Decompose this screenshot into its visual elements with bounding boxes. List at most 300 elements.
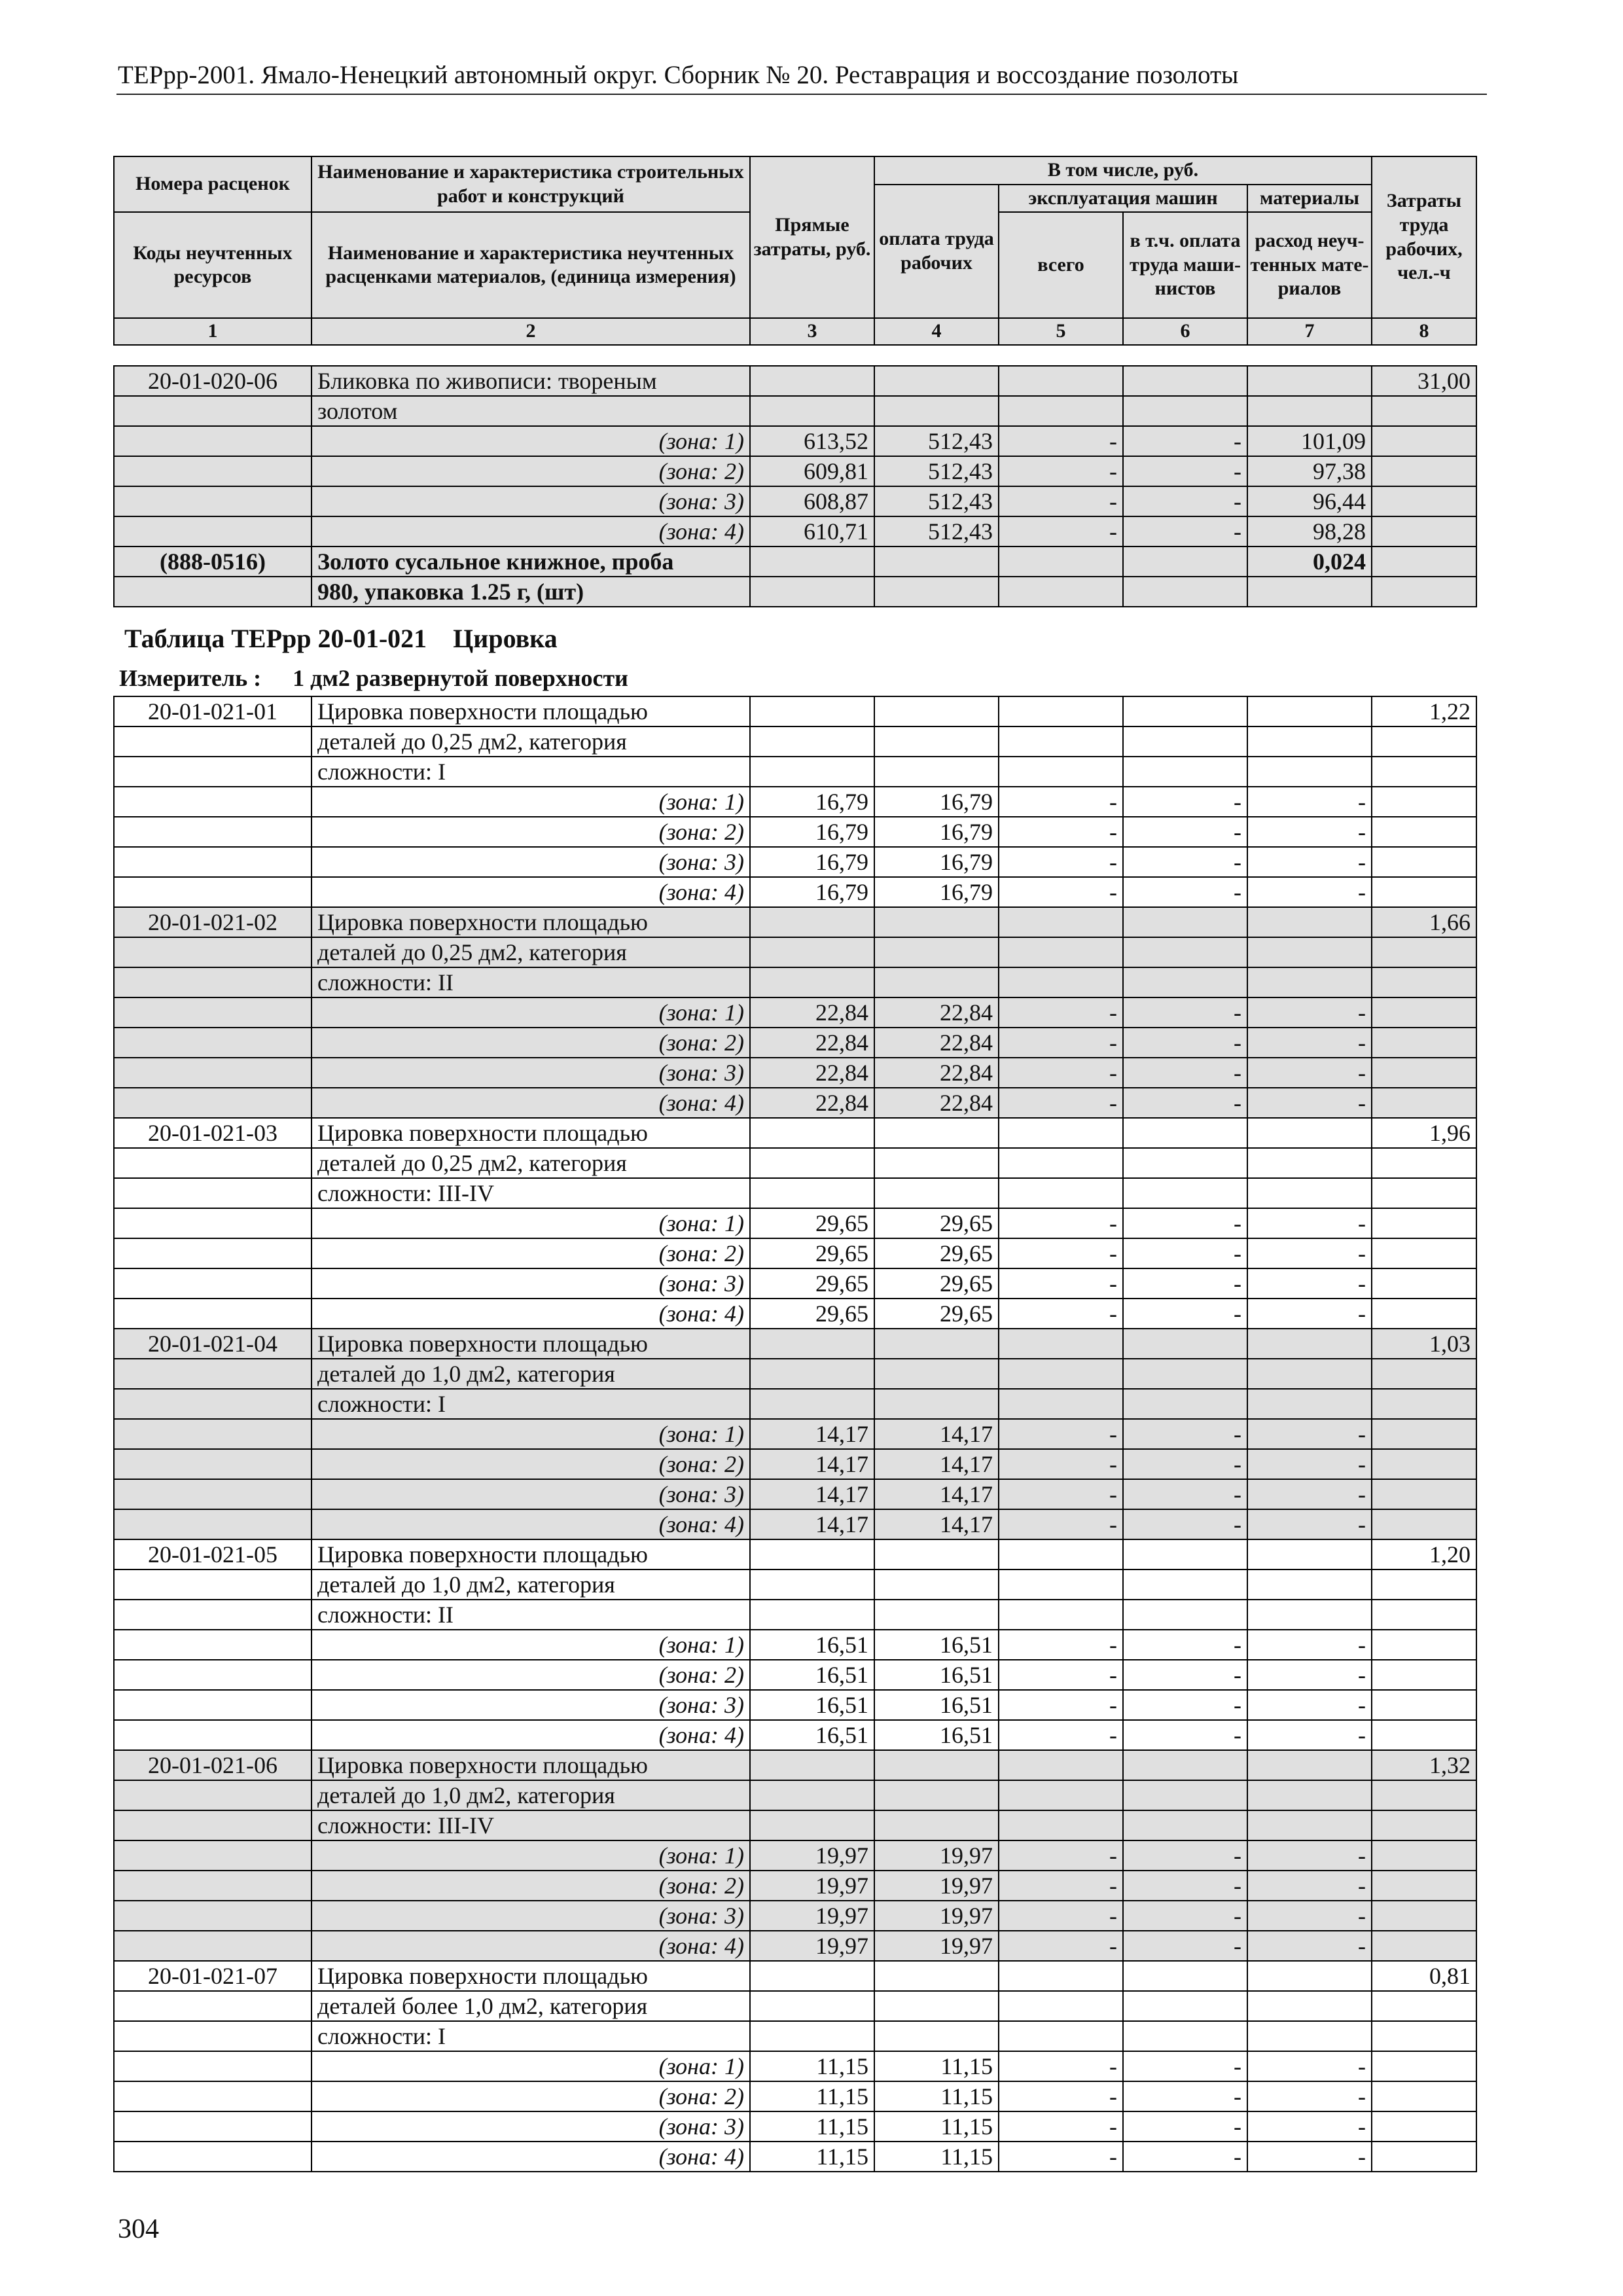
machine-cost: - [999,1871,1123,1901]
table-row [114,1570,1476,1600]
table-row [114,726,1476,757]
machine-cost: - [999,1268,1123,1299]
table-row [114,1690,1476,1720]
table-row [114,2111,1476,2142]
table-row [114,1208,1476,1238]
material-cost: - [1247,1058,1372,1088]
machine-cost: - [999,2111,1123,2142]
empty-cell [999,1810,1123,1840]
empty-cell [1123,577,1247,607]
empty-cell [874,967,999,997]
material-cost: - [1247,1690,1372,1720]
empty-cell [1123,1750,1247,1780]
rate-name-line: деталей до 1,0 дм2, категория [312,1570,750,1600]
empty-cell [999,577,1123,607]
empty-cell [1123,547,1247,577]
rate-code: 20-01-021-06 [114,1750,312,1780]
direct-cost: 16,51 [750,1690,874,1720]
zone-label: (зона: 4) [312,1509,750,1539]
empty-cell [1372,1088,1476,1118]
direct-cost: 608,87 [750,486,874,516]
table-row [114,937,1476,967]
empty-cell [874,907,999,937]
empty-cell [874,547,999,577]
direct-cost: 11,15 [750,2142,874,2172]
wage-cost: 16,79 [874,787,999,817]
empty-cell [750,1359,874,1389]
material-cost: - [1247,877,1372,907]
empty-cell [114,2051,312,2081]
wage-cost: 19,97 [874,1901,999,1931]
empty-cell [114,1630,312,1660]
empty-cell [1247,1329,1372,1359]
machine-cost: - [999,1419,1123,1449]
col-index-4: 4 [874,318,999,345]
zone-label: (зона: 4) [312,1720,750,1750]
rate-code: 20-01-021-02 [114,907,312,937]
empty-cell [114,1780,312,1810]
machine-cost: - [999,1299,1123,1329]
empty-cell [1247,726,1372,757]
col-header-machines: эксплуатация машин [999,185,1247,213]
empty-cell [1123,1810,1247,1840]
empty-cell [1123,1329,1247,1359]
empty-cell [114,1028,312,1058]
empty-cell [1123,1991,1247,2021]
direct-cost: 19,97 [750,1871,874,1901]
section-title [124,623,558,654]
empty-cell [114,1238,312,1268]
table-row [114,2021,1476,2051]
material-cost: - [1247,1088,1372,1118]
empty-cell [750,366,874,396]
direct-cost: 16,51 [750,1660,874,1690]
machine-cost: - [999,2051,1123,2081]
zone-label: (зона: 2) [312,1871,750,1901]
table-row [114,1750,1476,1780]
operator-wage: - [1123,877,1247,907]
empty-cell [1247,1780,1372,1810]
empty-cell [999,1570,1123,1600]
empty-cell [1372,726,1476,757]
direct-cost: 29,65 [750,1299,874,1329]
resource-name-line: 980, упаковка 1.25 г, (шт) [312,577,750,607]
empty-cell [114,726,312,757]
material-cost: - [1247,1720,1372,1750]
rate-name-line: деталей до 0,25 дм2, категория [312,1148,750,1178]
empty-cell [1372,1901,1476,1931]
table-row [114,1299,1476,1329]
direct-cost: 22,84 [750,997,874,1028]
operator-wage: - [1123,1509,1247,1539]
col-index-5: 5 [999,318,1123,345]
material-cost: - [1247,787,1372,817]
empty-cell [750,547,874,577]
zone-label: (зона: 3) [312,1479,750,1509]
direct-cost: 16,79 [750,817,874,847]
rate-name-line: Цировка поверхности площадью [312,907,750,937]
empty-cell [874,1810,999,1840]
empty-cell [1372,1780,1476,1810]
empty-cell [1247,1178,1372,1208]
empty-cell [999,1539,1123,1570]
table-row [114,787,1476,817]
machine-cost: - [999,486,1123,516]
empty-cell [114,787,312,817]
rate-name-line: сложности: I [312,1389,750,1419]
direct-cost: 14,17 [750,1419,874,1449]
direct-cost: 16,79 [750,877,874,907]
empty-cell [1247,1359,1372,1389]
operator-wage: - [1123,426,1247,456]
wage-cost: 512,43 [874,426,999,456]
empty-cell [999,396,1123,426]
col-header-materials: материалы [1247,185,1372,213]
operator-wage: - [1123,1901,1247,1931]
empty-cell [874,1961,999,1991]
empty-cell [874,1118,999,1148]
zone-label: (зона: 3) [312,1901,750,1931]
wage-cost: 16,51 [874,1660,999,1690]
empty-cell [114,1931,312,1961]
empty-cell [1247,2021,1372,2051]
zone-label: (зона: 4) [312,2142,750,2172]
col-header-work-name: Наименование и характеристика строительных работ и конструкций [312,156,750,212]
direct-cost: 11,15 [750,2081,874,2111]
empty-cell [874,1600,999,1630]
empty-cell [114,1690,312,1720]
empty-cell [750,1961,874,1991]
empty-cell [1247,1539,1372,1570]
empty-cell [1123,1961,1247,1991]
empty-cell [1372,2111,1476,2142]
machine-cost: - [999,1630,1123,1660]
rates-table-20-01-020 [113,365,1477,607]
zone-label: (зона: 2) [312,2081,750,2111]
empty-cell [874,1570,999,1600]
table-label: Таблица ТЕРрр 20-01-021 [124,624,427,653]
col-header-operator-wage: в т.ч. оплата труда маши-нистов [1123,212,1247,318]
empty-cell [1247,1750,1372,1780]
material-cost: - [1247,2142,1372,2172]
empty-cell [999,967,1123,997]
zone-label: (зона: 1) [312,426,750,456]
direct-cost: 609,81 [750,456,874,486]
rate-name-line: Цировка поверхности площадью [312,1118,750,1148]
machine-cost: - [999,1901,1123,1931]
direct-cost: 610,71 [750,516,874,547]
empty-cell [114,396,312,426]
wage-cost: 16,79 [874,877,999,907]
rate-name-line: Цировка поверхности площадью [312,1750,750,1780]
zone-label: (зона: 1) [312,2051,750,2081]
wage-cost: 19,97 [874,1871,999,1901]
empty-cell [114,2081,312,2111]
empty-cell [999,2021,1123,2051]
empty-cell [114,967,312,997]
operator-wage: - [1123,2111,1247,2142]
table-row [114,486,1476,516]
table-row [114,847,1476,877]
empty-cell [1372,1238,1476,1268]
rate-name-line: деталей до 0,25 дм2, категория [312,726,750,757]
empty-cell [114,2142,312,2172]
rate-code: 20-01-021-04 [114,1329,312,1359]
operator-wage: - [1123,1871,1247,1901]
empty-cell [1247,366,1372,396]
rate-name-line: Бликовка по живописи: твореным [312,366,750,396]
direct-cost: 11,15 [750,2051,874,2081]
empty-cell [1372,1299,1476,1329]
machine-cost: - [999,1449,1123,1479]
machine-cost: - [999,1690,1123,1720]
empty-cell [874,1359,999,1389]
table-row [114,1329,1476,1359]
empty-cell [999,1359,1123,1389]
wage-cost: 11,15 [874,2111,999,2142]
operator-wage: - [1123,2081,1247,2111]
empty-cell [750,1118,874,1148]
zone-label: (зона: 1) [312,997,750,1028]
table-row [114,1238,1476,1268]
empty-cell [874,1389,999,1419]
zone-label: (зона: 3) [312,1058,750,1088]
empty-cell [750,1389,874,1419]
material-cost: 101,09 [1247,426,1372,456]
table-row [114,366,1476,396]
empty-cell [750,577,874,607]
empty-cell [750,1780,874,1810]
direct-cost: 16,79 [750,847,874,877]
machine-cost: - [999,1028,1123,1058]
empty-cell [1372,426,1476,456]
table-row [114,907,1476,937]
table-row [114,1118,1476,1148]
col-index-1: 1 [114,318,312,345]
wage-cost: 19,97 [874,1840,999,1871]
empty-cell [114,1268,312,1299]
labor-cost: 0,81 [1372,1961,1476,1991]
machine-cost: - [999,1660,1123,1690]
direct-cost: 22,84 [750,1028,874,1058]
operator-wage: - [1123,1479,1247,1509]
wage-cost: 29,65 [874,1299,999,1329]
empty-cell [1123,726,1247,757]
col-index-8: 8 [1372,318,1476,345]
empty-cell [750,937,874,967]
col-header-material-use: расход неуч-тенных мате-риалов [1247,212,1372,318]
zone-label: (зона: 2) [312,456,750,486]
operator-wage: - [1123,817,1247,847]
empty-cell [1372,1479,1476,1509]
empty-cell [750,757,874,787]
empty-cell [1372,1028,1476,1058]
empty-cell [874,937,999,967]
empty-cell [114,877,312,907]
col-index-6: 6 [1123,318,1247,345]
machine-cost: - [999,1238,1123,1268]
empty-cell [114,1178,312,1208]
table-row [114,1419,1476,1449]
empty-cell [1372,1871,1476,1901]
empty-cell [1372,817,1476,847]
empty-cell [874,1178,999,1208]
table-row [114,396,1476,426]
empty-cell [114,1419,312,1449]
material-cost: - [1247,997,1372,1028]
material-cost: - [1247,817,1372,847]
operator-wage: - [1123,1931,1247,1961]
table-row [114,1931,1476,1961]
empty-cell [1372,1600,1476,1630]
table-row [114,1359,1476,1389]
empty-cell [750,907,874,937]
material-cost: 97,38 [1247,456,1372,486]
empty-cell [999,696,1123,726]
machine-cost: - [999,1931,1123,1961]
zone-label: (зона: 1) [312,1208,750,1238]
empty-cell [750,1178,874,1208]
operator-wage: - [1123,456,1247,486]
zone-label: (зона: 1) [312,787,750,817]
material-cost: - [1247,1238,1372,1268]
empty-cell [114,997,312,1028]
table-row [114,1630,1476,1660]
operator-wage: - [1123,2142,1247,2172]
empty-cell [1372,757,1476,787]
page-header: ТЕРрр-2001. Ямало-Ненецкий автономный округ. Сборник № 20. Реставрация и воссоздание позолоты [118,61,1239,89]
operator-wage: - [1123,847,1247,877]
empty-cell [874,1329,999,1359]
wage-cost: 16,51 [874,1690,999,1720]
rate-name-line: сложности: I [312,757,750,787]
table-row [114,426,1476,456]
material-cost: - [1247,2081,1372,2111]
empty-cell [1372,2051,1476,2081]
empty-cell [750,1991,874,2021]
rate-code: 20-01-021-07 [114,1961,312,1991]
empty-cell [999,1329,1123,1359]
table-row [114,1058,1476,1088]
machine-cost: - [999,2142,1123,2172]
empty-cell [114,1088,312,1118]
empty-cell [1372,1630,1476,1660]
wage-cost: 11,15 [874,2051,999,2081]
empty-cell [114,1359,312,1389]
operator-wage: - [1123,516,1247,547]
table-row [114,1088,1476,1118]
labor-cost: 1,03 [1372,1329,1476,1359]
empty-cell [114,1660,312,1690]
empty-cell [750,1570,874,1600]
machine-cost: - [999,997,1123,1028]
empty-cell [1123,757,1247,787]
table-row [114,1810,1476,1840]
empty-cell [1123,1178,1247,1208]
machine-cost: - [999,456,1123,486]
table-row [114,1509,1476,1539]
material-cost: - [1247,1509,1372,1539]
col-header-rate-numbers: Номера расценок [114,156,312,212]
material-cost: - [1247,1630,1372,1660]
machine-cost: - [999,1058,1123,1088]
rate-name-line: деталей более 1,0 дм2, категория [312,1991,750,2021]
wage-cost: 11,15 [874,2081,999,2111]
table-row [114,1268,1476,1299]
zone-label: (зона: 2) [312,817,750,847]
empty-cell [1372,967,1476,997]
empty-cell [874,1148,999,1178]
material-cost: - [1247,1299,1372,1329]
empty-cell [999,1750,1123,1780]
empty-cell [874,757,999,787]
empty-cell [1372,1720,1476,1750]
empty-cell [1372,1208,1476,1238]
empty-cell [1372,877,1476,907]
page-number: 304 [118,2214,159,2244]
col-header-resource-codes: Коды неучтенных ресурсов [114,212,312,318]
empty-cell [1247,1991,1372,2021]
rate-name-line: сложности: I [312,2021,750,2051]
operator-wage: - [1123,1058,1247,1088]
empty-cell [114,1208,312,1238]
table-row [114,547,1476,577]
operator-wage: - [1123,1208,1247,1238]
wage-cost: 16,79 [874,847,999,877]
empty-cell [1372,547,1476,577]
table-row [114,817,1476,847]
empty-cell [114,1991,312,2021]
machine-cost: - [999,847,1123,877]
direct-cost: 16,51 [750,1720,874,1750]
rate-name-line: золотом [312,396,750,426]
rate-code: 20-01-020-06 [114,366,312,396]
empty-cell [750,1329,874,1359]
empty-cell [874,396,999,426]
empty-cell [1372,456,1476,486]
measure-line [119,664,628,692]
col-header-labor: Затраты труда рабочих, чел.-ч [1372,156,1476,318]
operator-wage: - [1123,1720,1247,1750]
zone-label: (зона: 3) [312,2111,750,2142]
table-row [114,577,1476,607]
operator-wage: - [1123,2051,1247,2081]
table-row [114,1479,1476,1509]
col-header-direct-costs: Прямые затраты, руб. [750,156,874,318]
empty-cell [1247,1148,1372,1178]
empty-cell [1372,1419,1476,1449]
empty-cell [750,726,874,757]
machine-cost: - [999,1840,1123,1871]
direct-cost: 11,15 [750,2111,874,2142]
table-row [114,877,1476,907]
zone-label: (зона: 2) [312,1449,750,1479]
material-cost: - [1247,1449,1372,1479]
resource-amount: 0,024 [1247,547,1372,577]
resource-code: (888-0516) [114,547,312,577]
machine-cost: - [999,426,1123,456]
empty-cell [750,967,874,997]
zone-label: (зона: 4) [312,1299,750,1329]
col-header-material-name: Наименование и характеристика неучтенных расценками материалов, (единица измерения) [312,212,750,318]
table-row [114,1028,1476,1058]
empty-cell [114,1058,312,1088]
zone-label: (зона: 4) [312,516,750,547]
table-row [114,1178,1476,1208]
empty-cell [1123,1389,1247,1419]
machine-cost: - [999,1720,1123,1750]
machine-cost: - [999,2081,1123,2111]
